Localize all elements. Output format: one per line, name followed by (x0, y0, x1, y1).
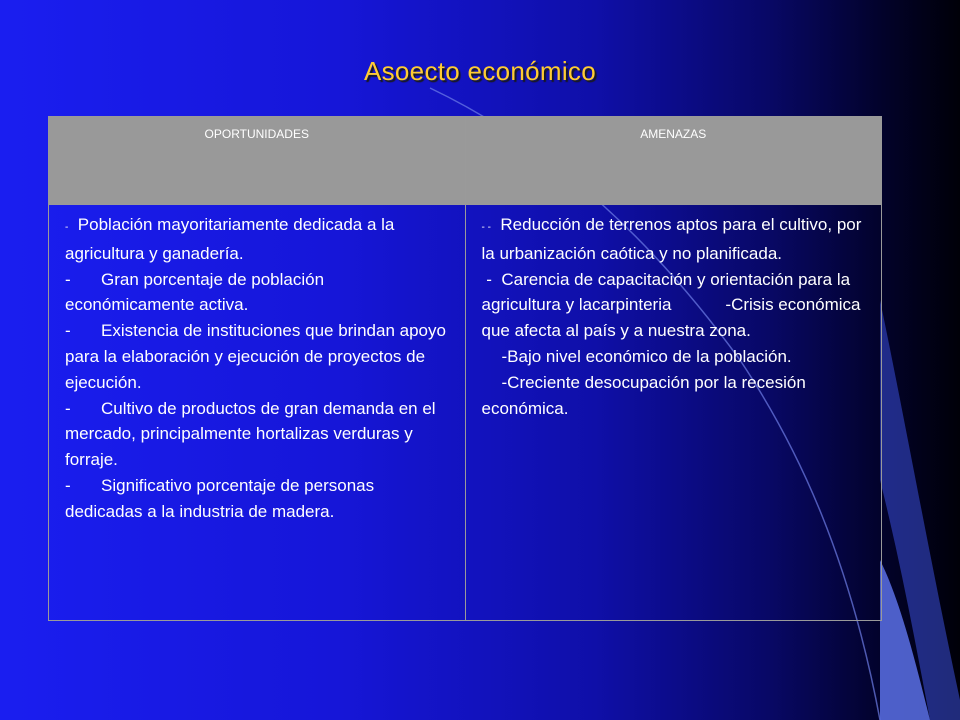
bullet: - (65, 475, 71, 495)
oportunidades-cell (49, 205, 466, 621)
oportunidades-list (49, 205, 465, 525)
list-item: -Bajo nivel económico de la población. (501, 346, 792, 366)
header-amenazas: AMENAZAS (465, 117, 882, 205)
list-item: - Población mayoritariamente dedicada a la agricultura y ganadería. (65, 215, 395, 263)
bullet: - - (481, 222, 491, 233)
bullet: - (65, 222, 69, 233)
amenazas-cell (465, 205, 882, 621)
bullet: - (486, 269, 492, 289)
swot-table (48, 116, 882, 621)
list-item: - Significativo porcentaje de personas dedicadas a la industria de madera. (65, 473, 451, 525)
bullet: - (65, 269, 71, 289)
bullet: - (65, 398, 71, 418)
list-item: - Gran porcentaje de población económicamente activa. (65, 267, 451, 319)
list-item: - - Reducción de terrenos aptos para el cultivo, por la urbanización caótica y no planificada. (481, 215, 862, 263)
list-item: - Carencia de capacitación y orientación para la agricultura y lacarpinteria -Crisis económica que afecta al país y a nuestra zona. (481, 269, 861, 341)
header-oportunidades: OPORTUNIDADES (49, 117, 466, 205)
bullet: - (65, 321, 71, 341)
list-item: -Creciente desocupación por la recesión económica. (481, 372, 806, 418)
amenazas-list (466, 205, 882, 421)
list-item: - Existencia de instituciones que brindan apoyo para la elaboración y ejecución de proyectos de ejecución. (65, 318, 451, 395)
page-title: Asoecto económico (363, 56, 596, 86)
list-item: - Cultivo de productos de gran demanda en el mercado, principalmente hortalizas verduras y forraje. (65, 396, 451, 473)
